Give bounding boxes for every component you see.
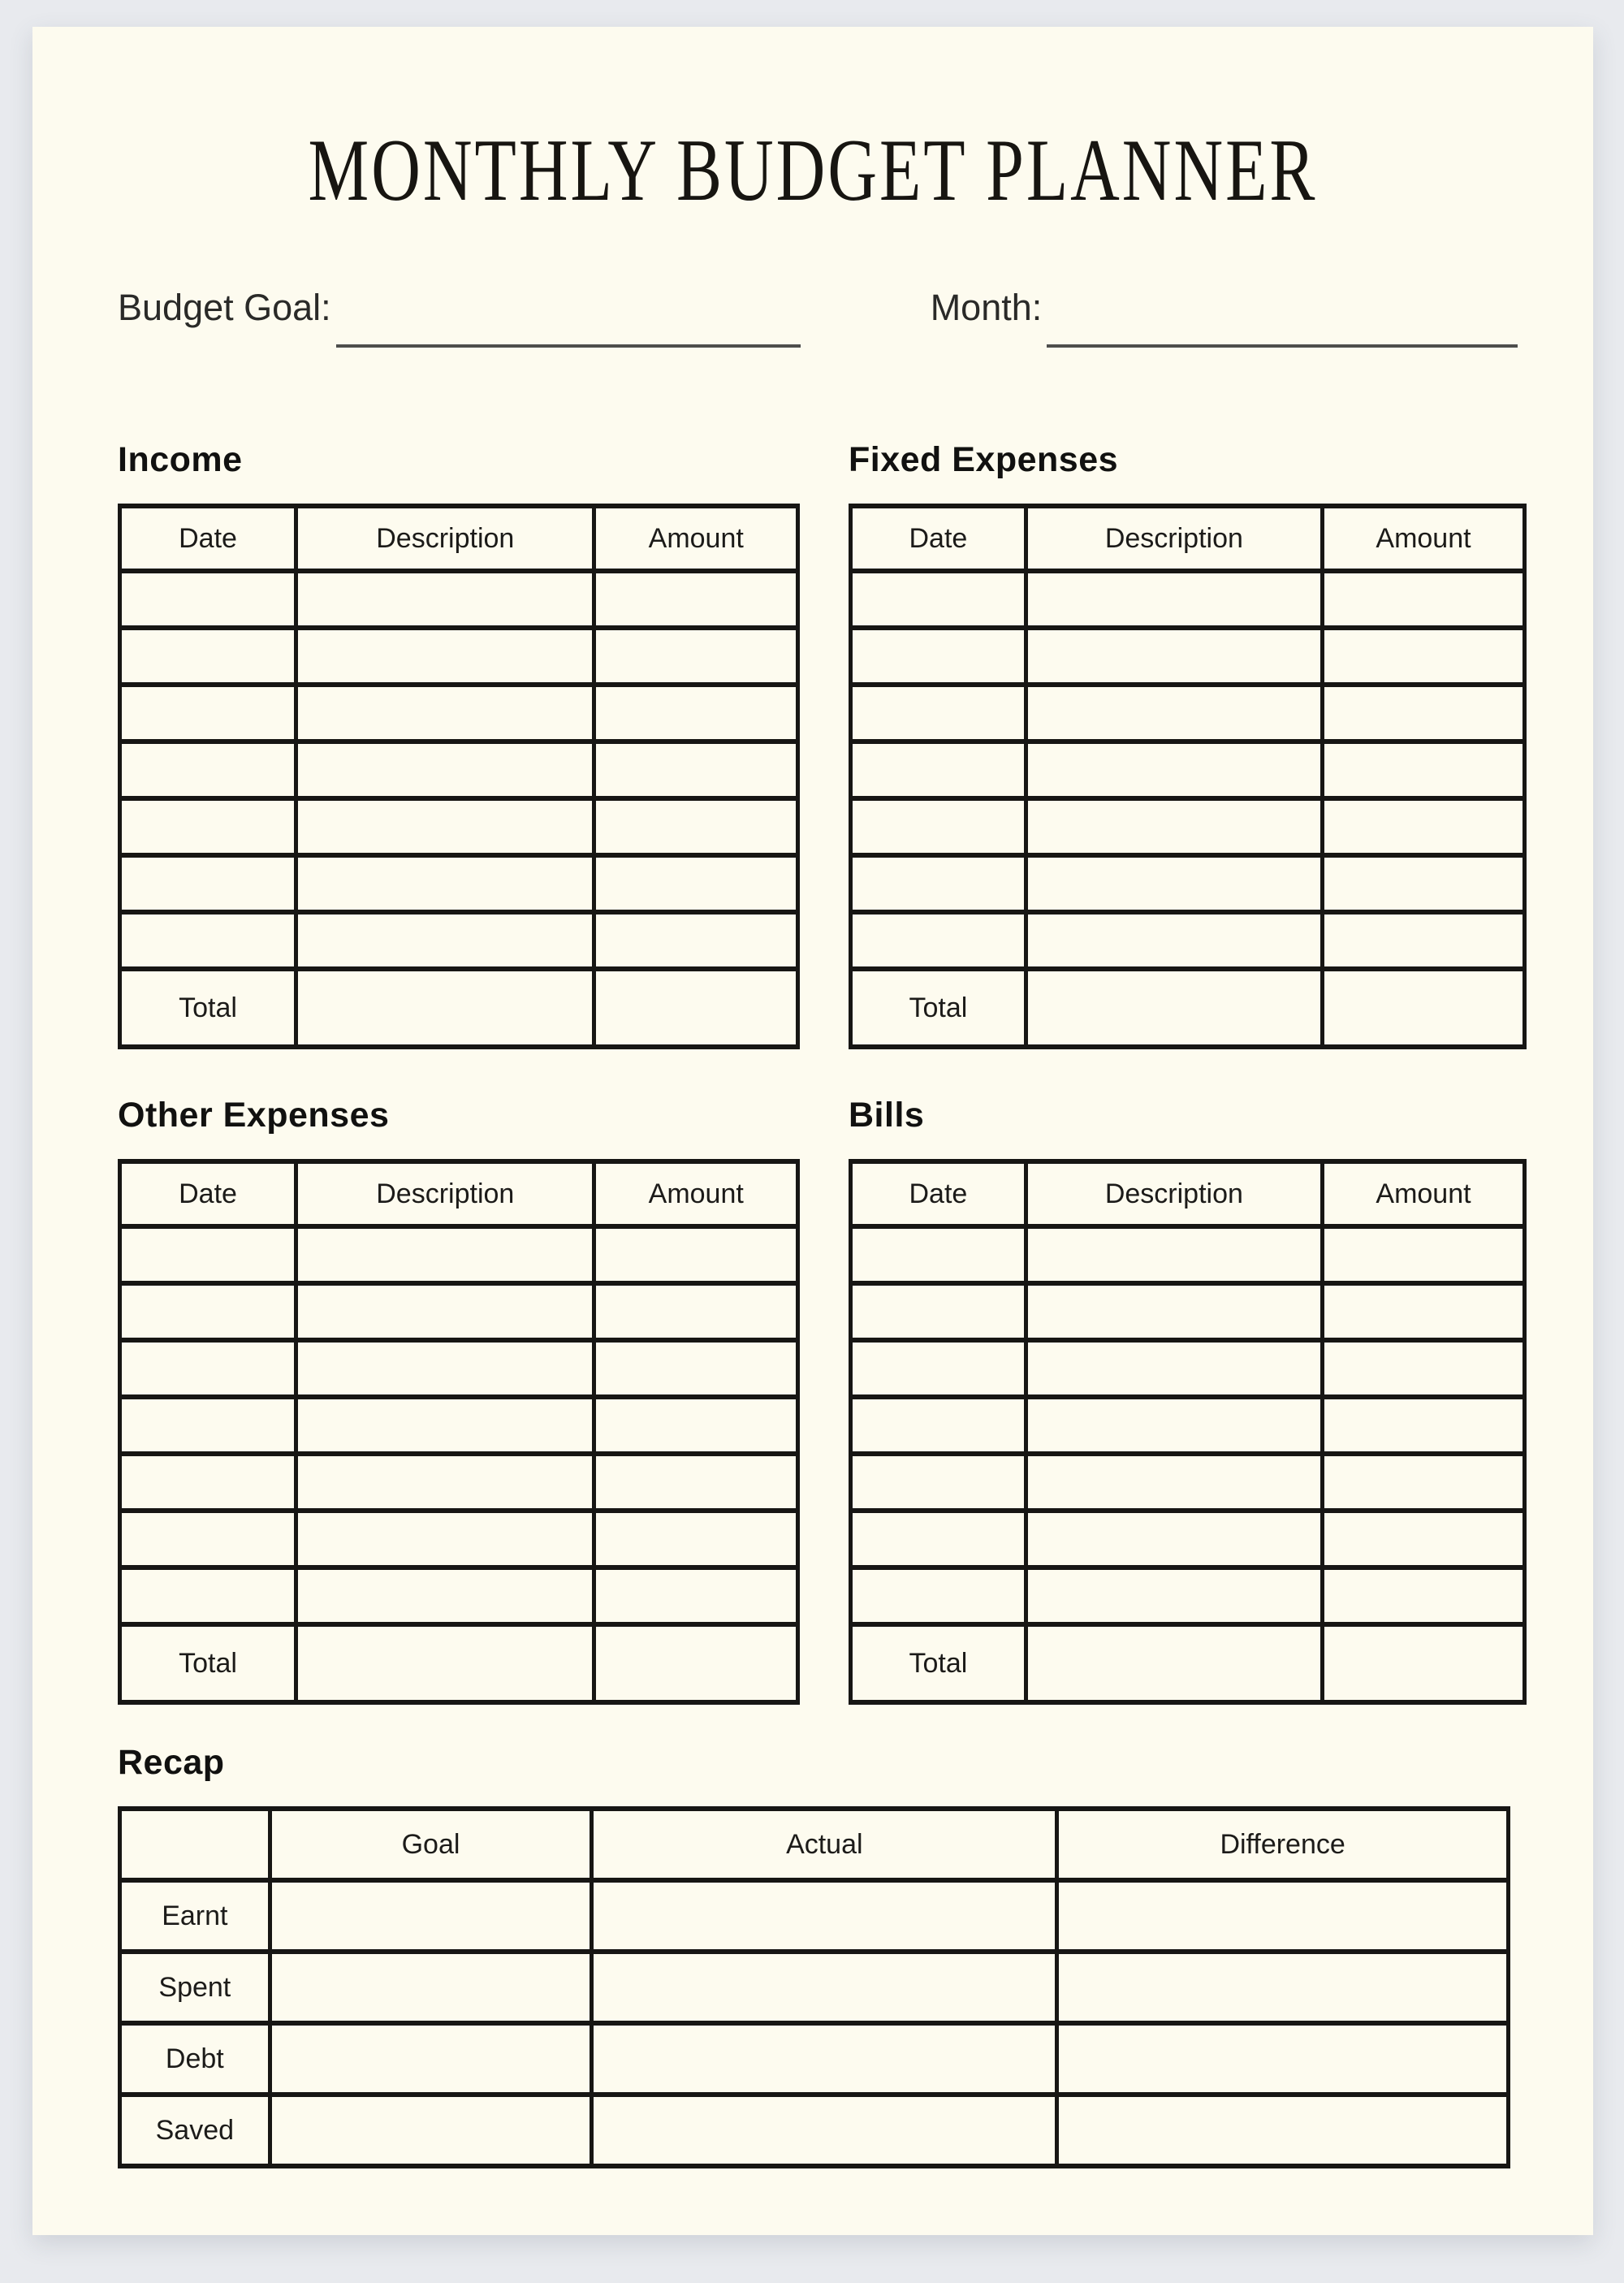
bills-total-row — [851, 1624, 1525, 1702]
fixed-expenses-total-description-cell[interactable] — [1026, 969, 1322, 1047]
section-recap — [118, 1741, 1510, 2168]
other-expenses-date-cell[interactable] — [120, 1454, 296, 1511]
fixed-expenses-date-cell[interactable] — [851, 571, 1026, 628]
fixed-expenses-amount-header: Amount — [1322, 506, 1524, 571]
recap-table — [118, 1806, 1510, 2168]
fixed-expenses-description-cell[interactable] — [1026, 912, 1322, 969]
section-bills — [849, 1094, 1527, 1705]
recap-spent-difference-cell[interactable] — [1057, 1952, 1509, 2023]
fixed-expenses-description-cell[interactable] — [1026, 685, 1322, 742]
other-expenses-date-cell[interactable] — [120, 1226, 296, 1283]
bills-table — [849, 1159, 1527, 1705]
bills-amount-cell[interactable] — [1322, 1454, 1524, 1511]
income-empty-row — [120, 912, 798, 969]
income-empty-row — [120, 742, 798, 798]
bills-description-cell[interactable] — [1026, 1567, 1322, 1624]
other-expenses-title: Other Expenses — [118, 1096, 390, 1135]
income-amount-cell[interactable] — [594, 742, 798, 798]
fixed-expenses-empty-row — [851, 912, 1525, 969]
other-expenses-empty-row — [120, 1567, 798, 1624]
income-date-cell[interactable] — [120, 798, 296, 855]
income-description-cell[interactable] — [296, 742, 594, 798]
recap-debt-label: Debt — [120, 2023, 270, 2095]
recap-earnt-label: Earnt — [120, 1880, 270, 1952]
bills-empty-row — [851, 1226, 1525, 1283]
bills-amount-header: Amount — [1322, 1161, 1524, 1226]
other-expenses-total-row — [120, 1624, 798, 1702]
section-other-expenses — [118, 1094, 800, 1705]
bills-description-cell[interactable] — [1026, 1454, 1322, 1511]
income-amount-cell[interactable] — [594, 798, 798, 855]
income-amount-header: Amount — [594, 506, 798, 571]
fixed-expenses-description-cell[interactable] — [1026, 742, 1322, 798]
recap-saved-row — [120, 2095, 1509, 2166]
income-description-cell[interactable] — [296, 628, 594, 685]
budget-goal-input-line[interactable] — [336, 344, 801, 348]
income-empty-row — [120, 685, 798, 742]
month-field — [931, 285, 1518, 331]
other-expenses-amount-cell[interactable] — [594, 1340, 798, 1397]
income-date-header: Date — [120, 506, 296, 571]
recap-goal-header: Goal — [270, 1809, 592, 1880]
fixed-expenses-description-cell[interactable] — [1026, 628, 1322, 685]
fixed-expenses-amount-cell[interactable] — [1322, 912, 1524, 969]
other-expenses-amount-cell[interactable] — [594, 1567, 798, 1624]
income-total-amount-cell[interactable] — [594, 969, 798, 1047]
recap-difference-header: Difference — [1057, 1809, 1509, 1880]
bills-amount-cell[interactable] — [1322, 1340, 1524, 1397]
other-expenses-total-amount-cell[interactable] — [594, 1624, 798, 1702]
fixed-expenses-description-cell[interactable] — [1026, 571, 1322, 628]
fixed-expenses-empty-row — [851, 571, 1525, 628]
bills-empty-row — [851, 1397, 1525, 1454]
other-expenses-description-cell[interactable] — [296, 1226, 594, 1283]
bills-date-header: Date — [851, 1161, 1026, 1226]
other-expenses-description-cell[interactable] — [296, 1340, 594, 1397]
fixed-expenses-date-cell[interactable] — [851, 628, 1026, 685]
recap-earnt-actual-cell[interactable] — [592, 1880, 1057, 1952]
other-expenses-empty-row — [120, 1226, 798, 1283]
other-expenses-description-cell[interactable] — [296, 1397, 594, 1454]
fixed-expenses-empty-row — [851, 742, 1525, 798]
recap-spent-goal-cell[interactable] — [270, 1952, 592, 2023]
other-expenses-date-cell[interactable] — [120, 1567, 296, 1624]
other-expenses-description-cell[interactable] — [296, 1567, 594, 1624]
income-description-cell[interactable] — [296, 855, 594, 912]
recap-saved-label: Saved — [120, 2095, 270, 2166]
income-date-cell[interactable] — [120, 685, 296, 742]
other-expenses-description-cell[interactable] — [296, 1454, 594, 1511]
recap-spent-row — [120, 1952, 1509, 2023]
bills-description-cell[interactable] — [1026, 1283, 1322, 1340]
bills-amount-cell[interactable] — [1322, 1397, 1524, 1454]
recap-actual-header: Actual — [592, 1809, 1057, 1880]
recap-debt-actual-cell[interactable] — [592, 2023, 1057, 2095]
bills-amount-cell[interactable] — [1322, 1567, 1524, 1624]
income-date-cell[interactable] — [120, 855, 296, 912]
fixed-expenses-total-label: Total — [851, 969, 1026, 1047]
income-description-header: Description — [296, 506, 594, 571]
fixed-expenses-amount-cell[interactable] — [1322, 571, 1524, 628]
bills-date-cell[interactable] — [851, 1454, 1026, 1511]
bills-total-label: Total — [851, 1624, 1026, 1702]
top-fields-row — [32, 280, 1593, 331]
bills-amount-cell[interactable] — [1322, 1226, 1524, 1283]
page-title: MONTHLY BUDGET PLANNER — [308, 121, 1318, 220]
income-amount-cell[interactable] — [594, 685, 798, 742]
fixed-expenses-empty-row — [851, 798, 1525, 855]
fixed-expenses-amount-cell[interactable] — [1322, 628, 1524, 685]
bills-date-cell[interactable] — [851, 1340, 1026, 1397]
other-expenses-date-header: Date — [120, 1161, 296, 1226]
recap-corner-header — [120, 1809, 270, 1880]
bills-total-description-cell[interactable] — [1026, 1624, 1322, 1702]
income-empty-row — [120, 798, 798, 855]
income-date-cell[interactable] — [120, 742, 296, 798]
other-expenses-date-cell[interactable] — [120, 1340, 296, 1397]
bills-description-header: Description — [1026, 1161, 1322, 1226]
other-expenses-empty-row — [120, 1511, 798, 1567]
other-expenses-date-cell[interactable] — [120, 1397, 296, 1454]
other-expenses-empty-row — [120, 1397, 798, 1454]
fixed-expenses-amount-cell[interactable] — [1322, 685, 1524, 742]
income-header-row — [120, 506, 798, 571]
other-expenses-date-cell[interactable] — [120, 1283, 296, 1340]
income-description-cell[interactable] — [296, 571, 594, 628]
income-date-cell[interactable] — [120, 628, 296, 685]
recap-debt-row — [120, 2023, 1509, 2095]
tables-grid — [118, 439, 1527, 1705]
fixed-expenses-description-cell[interactable] — [1026, 855, 1322, 912]
other-expenses-empty-row — [120, 1283, 798, 1340]
other-expenses-amount-cell[interactable] — [594, 1283, 798, 1340]
other-expenses-description-header: Description — [296, 1161, 594, 1226]
income-description-cell[interactable] — [296, 685, 594, 742]
fixed-expenses-title: Fixed Expenses — [849, 440, 1119, 479]
income-total-description-cell[interactable] — [296, 969, 594, 1047]
other-expenses-header-row — [120, 1161, 798, 1226]
recap-saved-goal-cell[interactable] — [270, 2095, 592, 2166]
other-expenses-empty-row — [120, 1454, 798, 1511]
planner-page — [32, 27, 1593, 2235]
bills-empty-row — [851, 1567, 1525, 1624]
recap-title: Recap — [118, 1743, 225, 1782]
fixed-expenses-table — [849, 504, 1527, 1049]
income-description-cell[interactable] — [296, 798, 594, 855]
fixed-expenses-description-cell[interactable] — [1026, 798, 1322, 855]
bills-description-cell[interactable] — [1026, 1511, 1322, 1567]
bills-amount-cell[interactable] — [1322, 1511, 1524, 1567]
recap-saved-actual-cell[interactable] — [592, 2095, 1057, 2166]
income-empty-row — [120, 855, 798, 912]
other-expenses-description-cell[interactable] — [296, 1511, 594, 1567]
income-total-label: Total — [120, 969, 296, 1047]
budget-goal-label: Budget Goal: — [118, 287, 331, 328]
fixed-expenses-date-cell[interactable] — [851, 742, 1026, 798]
income-date-cell[interactable] — [120, 571, 296, 628]
recap-debt-goal-cell[interactable] — [270, 2023, 592, 2095]
bills-date-cell[interactable] — [851, 1226, 1026, 1283]
other-expenses-table — [118, 1159, 800, 1705]
budget-goal-field — [118, 285, 801, 331]
other-expenses-amount-cell[interactable] — [594, 1511, 798, 1567]
fixed-expenses-description-header: Description — [1026, 506, 1322, 571]
fixed-expenses-date-cell[interactable] — [851, 912, 1026, 969]
recap-saved-difference-cell[interactable] — [1057, 2095, 1509, 2166]
income-total-row — [120, 969, 798, 1047]
bills-date-cell[interactable] — [851, 1567, 1026, 1624]
month-label: Month: — [930, 287, 1043, 328]
fixed-expenses-date-header: Date — [851, 506, 1026, 571]
fixed-expenses-amount-cell[interactable] — [1322, 798, 1524, 855]
bills-description-cell[interactable] — [1026, 1397, 1322, 1454]
fixed-expenses-empty-row — [851, 685, 1525, 742]
bills-date-cell[interactable] — [851, 1511, 1026, 1567]
recap-header-row — [120, 1809, 1509, 1880]
bills-empty-row — [851, 1511, 1525, 1567]
bills-description-cell[interactable] — [1026, 1226, 1322, 1283]
fixed-expenses-date-cell[interactable] — [851, 798, 1026, 855]
fixed-expenses-empty-row — [851, 855, 1525, 912]
other-expenses-date-cell[interactable] — [120, 1511, 296, 1567]
income-amount-cell[interactable] — [594, 628, 798, 685]
fixed-expenses-amount-cell[interactable] — [1322, 742, 1524, 798]
other-expenses-amount-cell[interactable] — [594, 1454, 798, 1511]
income-title: Income — [118, 440, 243, 479]
income-amount-cell[interactable] — [594, 571, 798, 628]
fixed-expenses-header-row — [851, 506, 1525, 571]
income-empty-row — [120, 571, 798, 628]
recap-earnt-difference-cell[interactable] — [1057, 1880, 1509, 1952]
bills-empty-row — [851, 1454, 1525, 1511]
section-fixed-expenses — [849, 439, 1527, 1049]
fixed-expenses-total-amount-cell[interactable] — [1322, 969, 1524, 1047]
other-expenses-description-cell[interactable] — [296, 1283, 594, 1340]
fixed-expenses-date-cell[interactable] — [851, 855, 1026, 912]
income-amount-cell[interactable] — [594, 912, 798, 969]
other-expenses-amount-cell[interactable] — [594, 1226, 798, 1283]
fixed-expenses-empty-row — [851, 628, 1525, 685]
recap-spent-actual-cell[interactable] — [592, 1952, 1057, 2023]
income-empty-row — [120, 628, 798, 685]
recap-earnt-row — [120, 1880, 1509, 1952]
income-amount-cell[interactable] — [594, 855, 798, 912]
income-table — [118, 504, 800, 1049]
recap-debt-difference-cell[interactable] — [1057, 2023, 1509, 2095]
bills-amount-cell[interactable] — [1322, 1283, 1524, 1340]
income-description-cell[interactable] — [296, 912, 594, 969]
fixed-expenses-total-row — [851, 969, 1525, 1047]
month-input-line[interactable] — [1047, 344, 1518, 348]
other-expenses-amount-cell[interactable] — [594, 1397, 798, 1454]
bills-title: Bills — [849, 1096, 925, 1135]
fixed-expenses-date-cell[interactable] — [851, 685, 1026, 742]
bills-description-cell[interactable] — [1026, 1340, 1322, 1397]
bills-empty-row — [851, 1340, 1525, 1397]
other-expenses-total-label: Total — [120, 1624, 296, 1702]
bills-date-cell[interactable] — [851, 1397, 1026, 1454]
bills-total-amount-cell[interactable] — [1322, 1624, 1524, 1702]
fixed-expenses-amount-cell[interactable] — [1322, 855, 1524, 912]
bills-empty-row — [851, 1283, 1525, 1340]
other-expenses-empty-row — [120, 1340, 798, 1397]
section-income — [118, 439, 800, 1049]
other-expenses-amount-header: Amount — [594, 1161, 798, 1226]
recap-spent-label: Spent — [120, 1952, 270, 2023]
recap-earnt-goal-cell[interactable] — [270, 1880, 592, 1952]
bills-header-row — [851, 1161, 1525, 1226]
other-expenses-total-description-cell[interactable] — [296, 1624, 594, 1702]
bills-date-cell[interactable] — [851, 1283, 1026, 1340]
income-date-cell[interactable] — [120, 912, 296, 969]
